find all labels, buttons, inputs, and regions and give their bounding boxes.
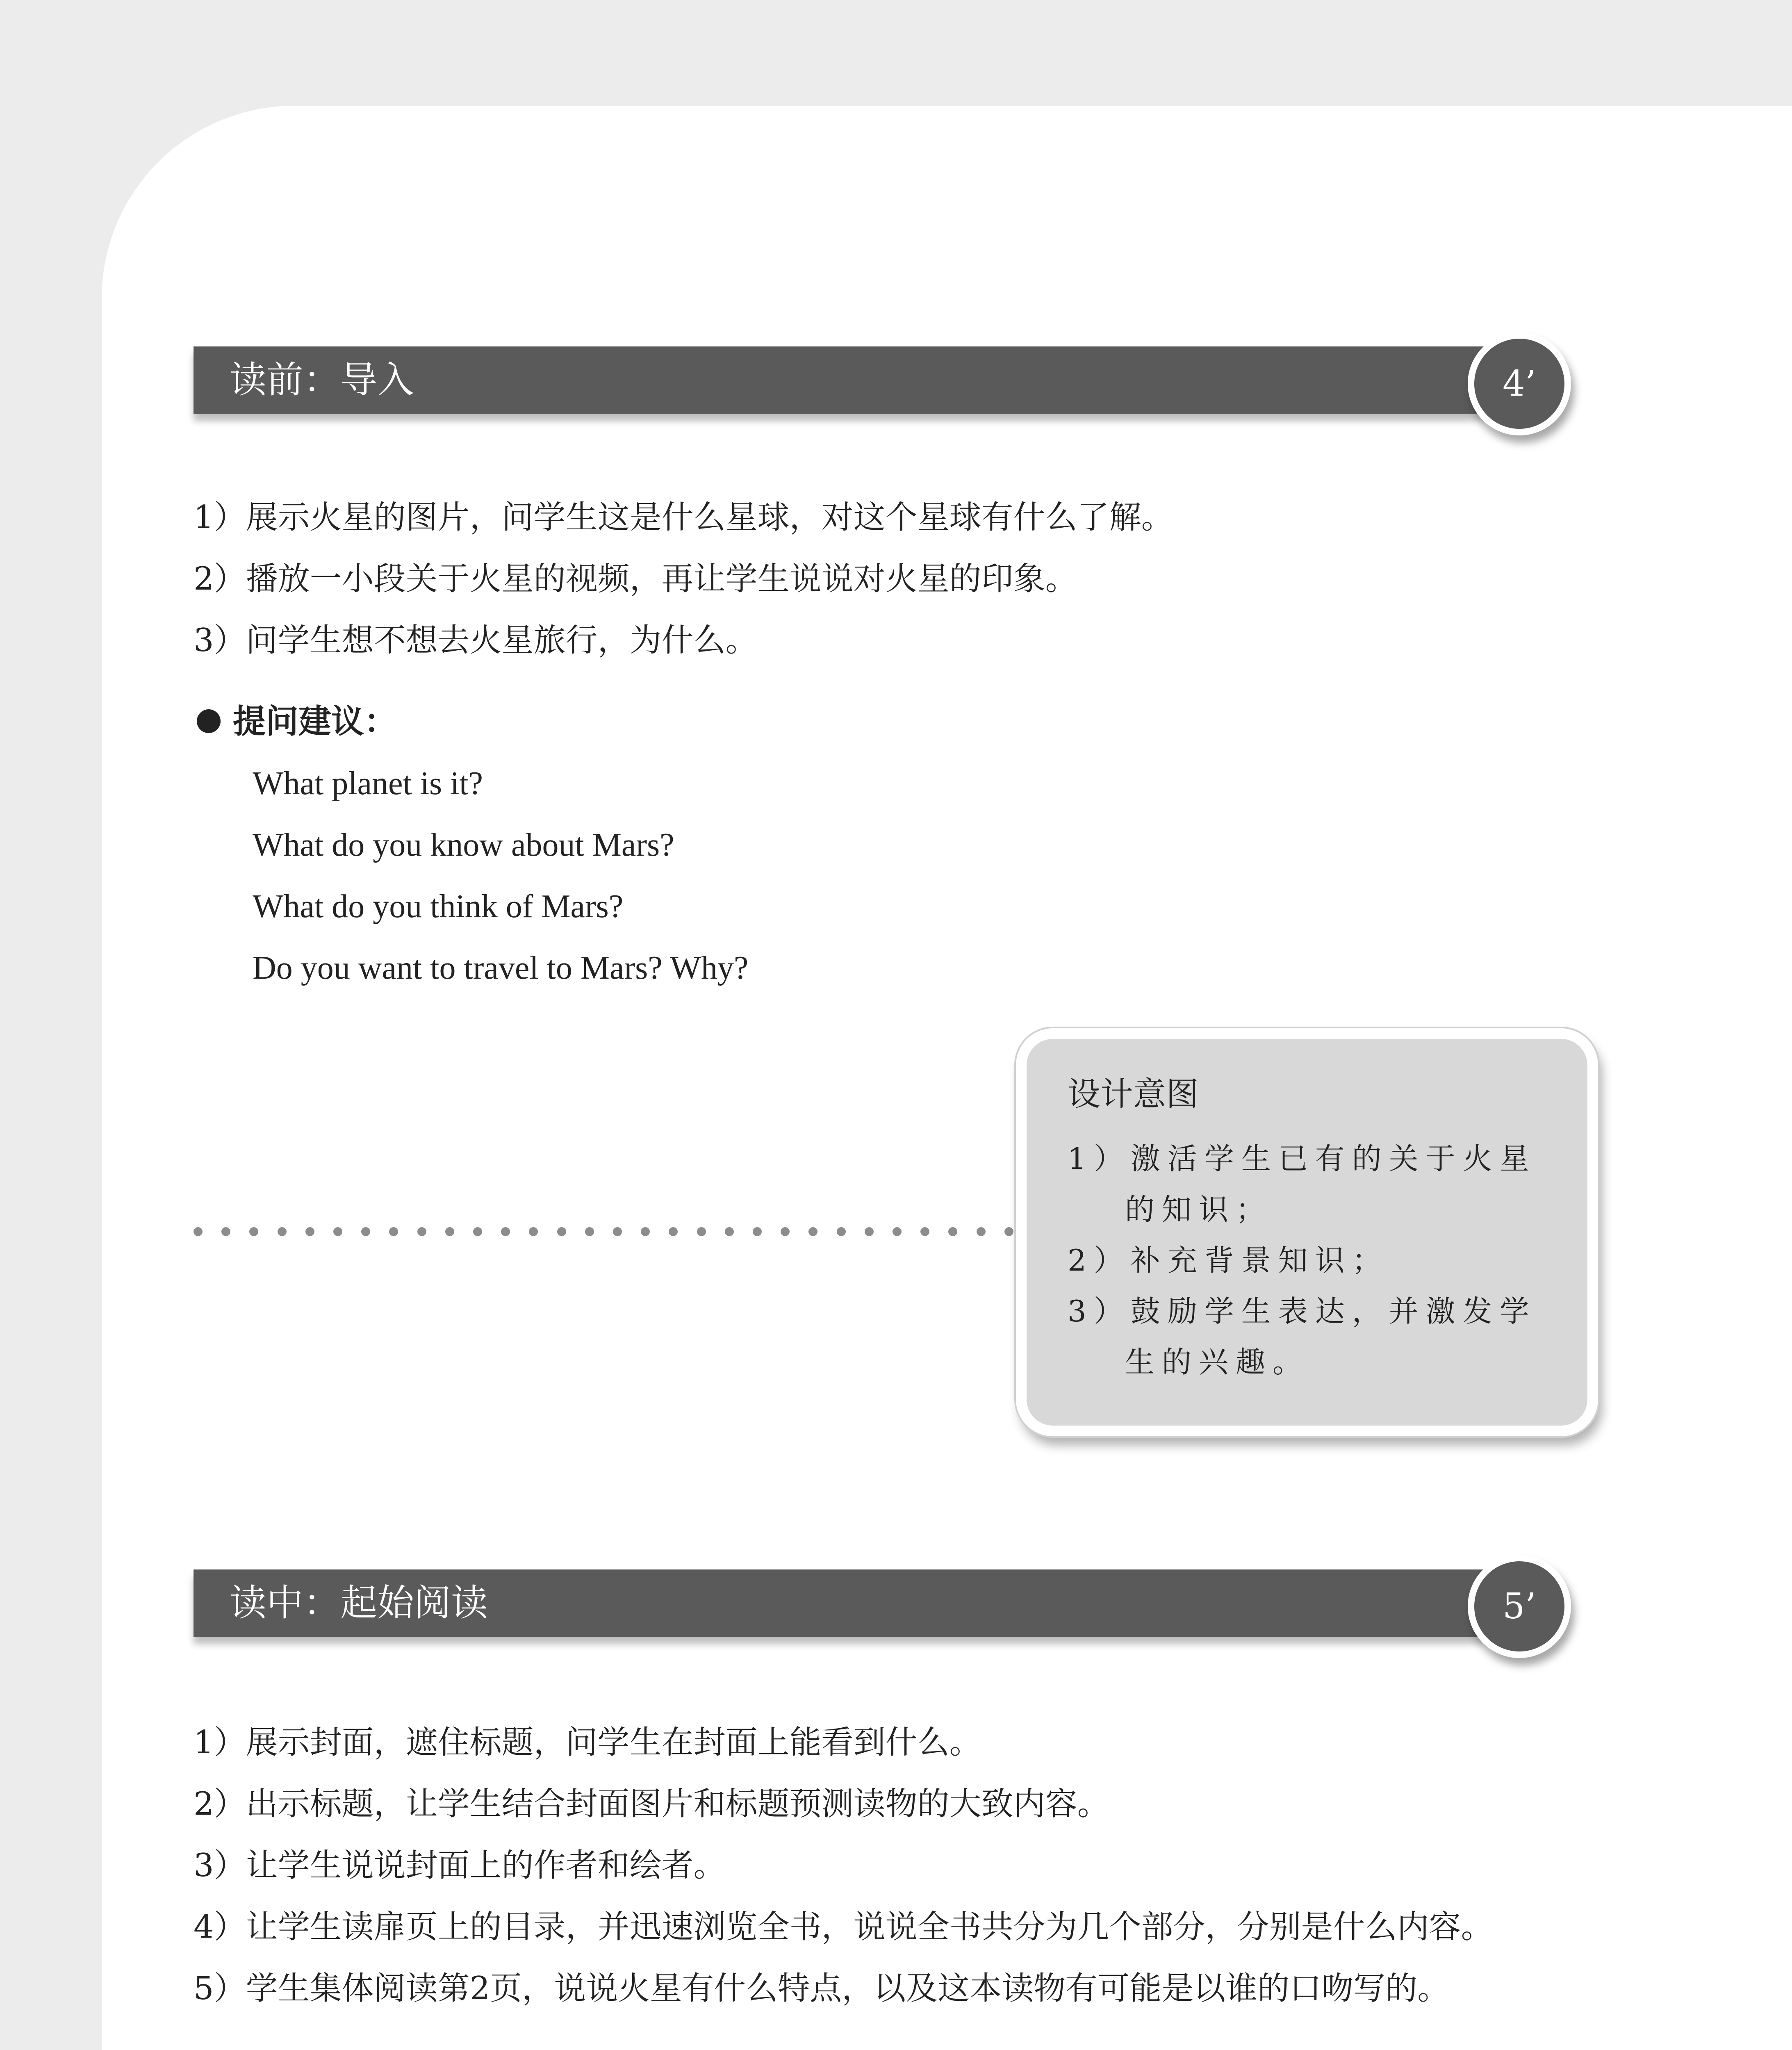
- questions-heading: [197, 697, 397, 746]
- list-item: What do you think of Mars?: [253, 888, 624, 925]
- section-header-while-reading: [194, 1569, 1485, 1637]
- list-item: 2）播放一小段关于火星的视频，再让学生说说对火星的印象。: [194, 560, 1077, 597]
- step-list: [194, 487, 1173, 671]
- list-item: What planet is it?: [253, 765, 483, 802]
- list-item: 1）展示封面，遮住标题，问学生在封面上能看到什么。: [194, 1724, 981, 1761]
- design-intent-list: [1068, 1133, 1568, 1387]
- list-item: 5）学生集体阅读第2页，说说火星有什么特点，以及这本读物有可能是以谁的口吻写的。: [194, 1970, 1450, 2007]
- step-list: [194, 1712, 1493, 2019]
- list-item: 3）让学生说说封面上的作者和绘者。: [194, 1847, 726, 1884]
- section-header-pre-reading: [194, 346, 1485, 414]
- list-item: 3）问学生想不想去火星旅行，为什么。: [194, 622, 758, 659]
- questions-heading-label: 提问建议：: [233, 702, 397, 740]
- bullet-icon: [197, 709, 221, 733]
- questions-heading: [197, 2045, 397, 2050]
- section-title: 读中：起始阅读: [230, 1581, 488, 1624]
- list-item: 1）激活学生已有的关于火星的知识；: [1068, 1141, 1537, 1227]
- list-item: 3）鼓励学生表达，并激发学生的兴趣。: [1068, 1294, 1537, 1379]
- list-item: Do you want to travel to Mars? Why?: [253, 950, 749, 986]
- list-item: 4）让学生读扉页上的目录，并迅速浏览全书，说说全书共分为几个部分，分别是什么内容。: [194, 1909, 1493, 1945]
- list-item: What do you know about Mars?: [253, 827, 674, 863]
- list-item: 2）出示标题，让学生结合封面图片和标题预测读物的大致内容。: [194, 1786, 1109, 1822]
- list-item: 2）补充背景知识；: [1068, 1243, 1389, 1278]
- list-item: 1）展示火星的图片，问学生这是什么星球，对这个星球有什么了解。: [194, 499, 1173, 536]
- time-badge: 4’: [1468, 332, 1571, 435]
- design-intent-title: 设计意图: [1068, 1075, 1199, 1113]
- design-intent-box: [1016, 1028, 1598, 1436]
- section-title: 读前：导入: [230, 358, 414, 401]
- question-list: [253, 753, 748, 999]
- dotted-divider: [194, 1227, 1013, 1237]
- time-badge: 5’: [1468, 1555, 1571, 1658]
